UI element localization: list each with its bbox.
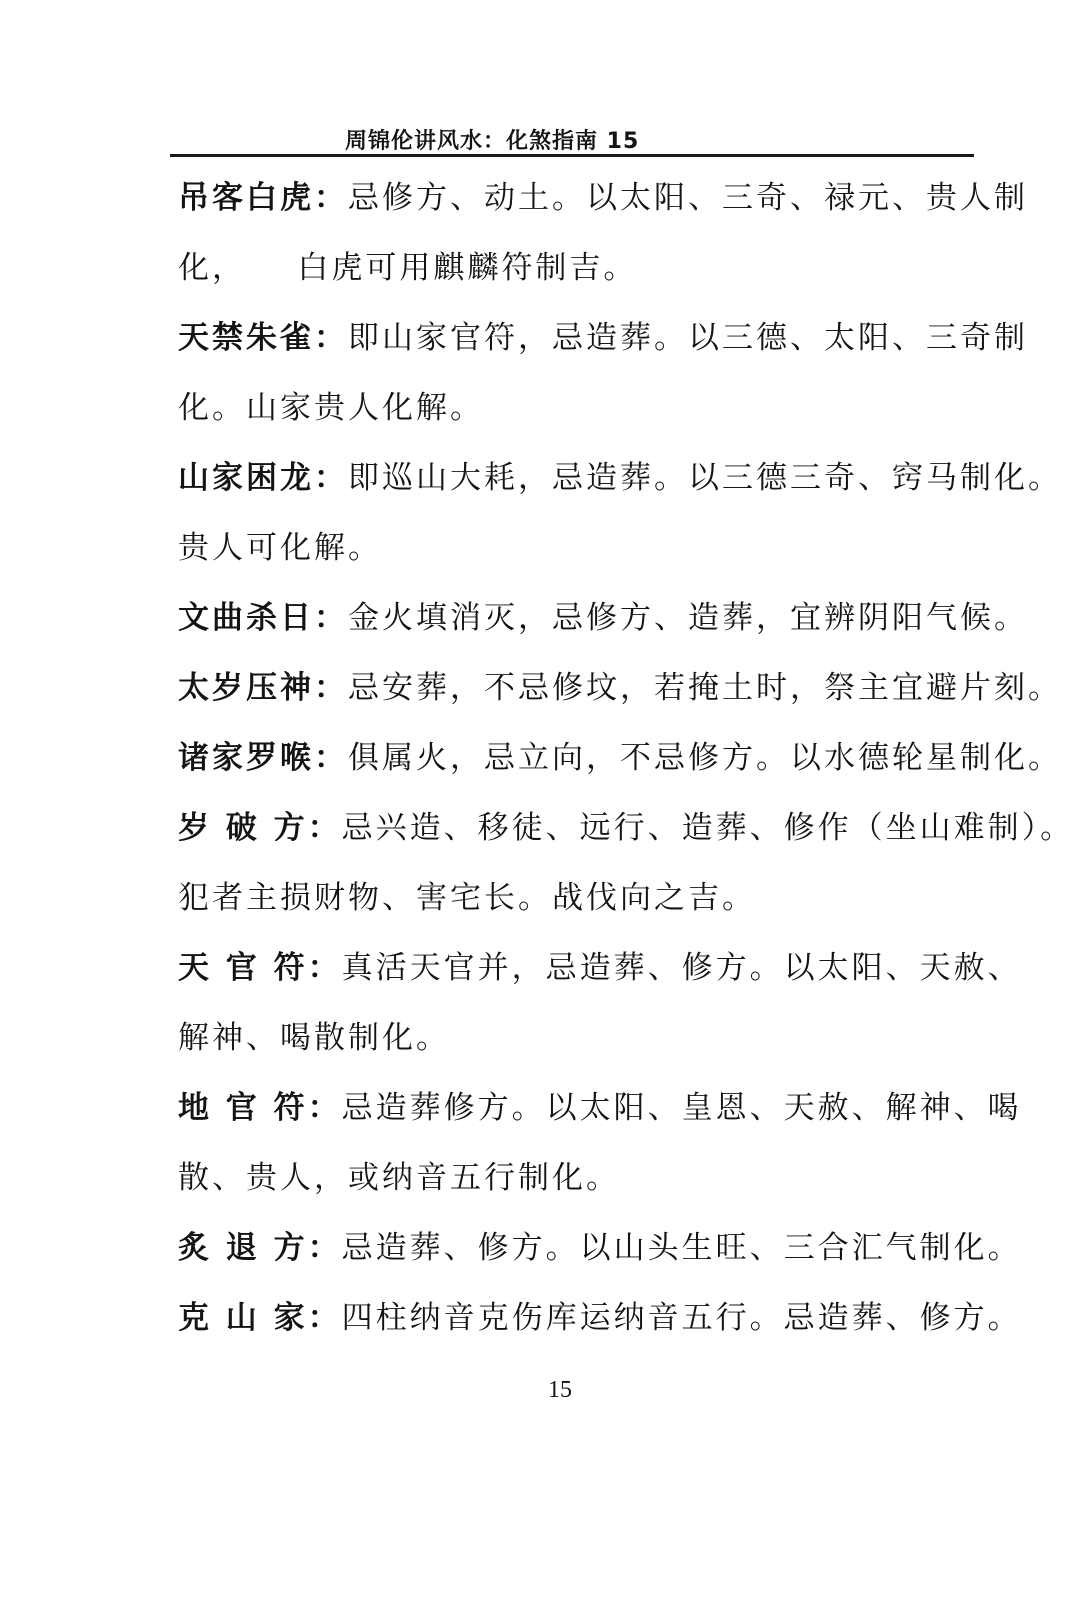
text-line: [178, 583, 1028, 653]
text-line: [178, 233, 978, 303]
entry-text: 化， 白虎可用麒麟符制吉。: [178, 250, 638, 286]
entry-term: 诸家罗喉：: [178, 740, 348, 776]
text-line: [178, 1003, 978, 1073]
entry-term: 天禁朱雀：: [178, 320, 348, 356]
text-line: [178, 1213, 1022, 1283]
entry-text: 散、贵人，或纳音五行制化。: [178, 1160, 620, 1196]
entry-text: 贵人可化解。: [178, 530, 382, 566]
text-line: [178, 1073, 1022, 1143]
entry-text: 忌修方、动土。以太阳、三奇、禄元、贵人制: [348, 180, 1028, 216]
body-text: [178, 163, 1075, 1353]
entry-text: 忌造葬修方。以太阳、皇恩、天赦、解神、喝: [341, 1090, 1022, 1126]
text-line: [178, 863, 978, 933]
entry-text: 解神、喝散制化。: [178, 1020, 450, 1056]
entry-text: 金火填消灭，忌修方、造葬，宜辨阴阳气候。: [348, 600, 1028, 636]
text-line: [178, 1143, 978, 1213]
text-line: [178, 373, 978, 443]
text-line: [178, 653, 1062, 723]
entry-text: 俱属火，忌立向，不忌修方。以水德轮星制化。: [348, 740, 1062, 776]
text-line: [178, 513, 978, 583]
entry-text: 忌安葬，不忌修坟，若掩土时，祭主宜避片刻。: [348, 670, 1062, 706]
entry-term: 文曲杀日：: [178, 600, 348, 636]
entry-term: 天 官 符：: [178, 950, 342, 986]
entry-text: 即山家官符，忌造葬。以三德、太阳、三奇制: [348, 320, 1028, 356]
entry-term: 山家困龙：: [178, 460, 348, 496]
entry-text: 即巡山大耗，忌造葬。以三德三奇、窍马制化。: [348, 460, 1062, 496]
text-line: [178, 303, 1028, 373]
entry-term: 炙 退 方：: [178, 1230, 342, 1266]
entry-term: 克 山 家：: [178, 1300, 342, 1336]
page-number: 15: [548, 1377, 572, 1403]
entry-term: 地 官 符：: [178, 1090, 342, 1126]
text-line: [178, 933, 1022, 1003]
entry-text: 四柱纳音克伤库运纳音五行。忌造葬、修方。: [341, 1300, 1022, 1336]
entry-term: 太岁压神：: [178, 670, 348, 706]
entry-text: 真活天官并，忌造葬、修方。以太阳、天赦、: [341, 950, 1022, 986]
page-header: 周锦伦讲风水：化煞指南 15: [345, 129, 640, 154]
text-line: [178, 793, 1075, 863]
entry-term: 岁 破 方：: [178, 810, 342, 846]
entry-text: 犯者主损财物、害宅长。战伐向之吉。: [178, 880, 756, 916]
text-line: [178, 163, 1028, 233]
entry-term: 吊客白虎：: [178, 180, 348, 216]
text-line: [178, 443, 1062, 513]
text-line: [178, 1283, 1022, 1353]
entry-text: 化。山家贵人化解。: [178, 390, 484, 426]
text-line: [178, 723, 1062, 793]
header-divider: [170, 154, 974, 157]
entry-text: 忌兴造、移徒、远行、造葬、修作（坐山难制）。: [341, 810, 1075, 846]
entry-text: 忌造葬、修方。以山头生旺、三合汇气制化。: [341, 1230, 1022, 1266]
